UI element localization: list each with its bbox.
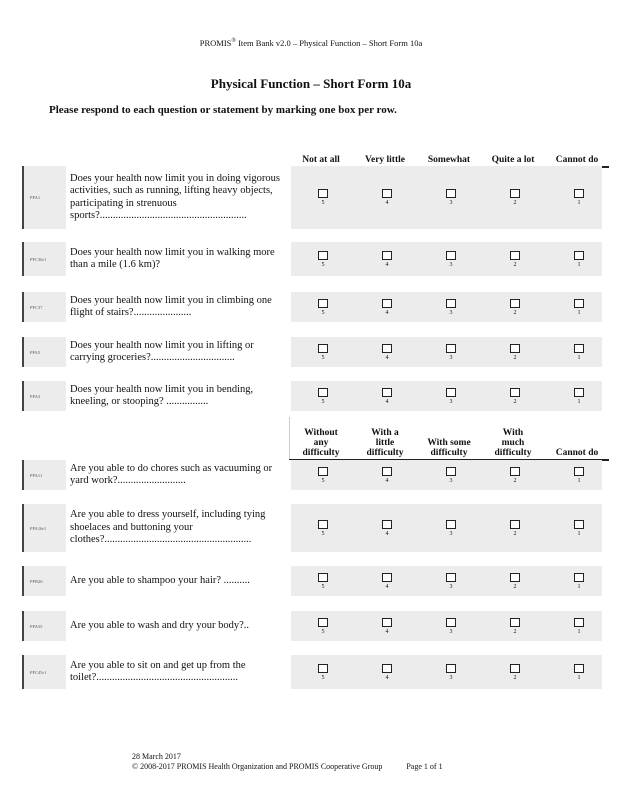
option-score: 2 xyxy=(513,200,517,206)
option-score: 5 xyxy=(321,628,325,635)
answer-options xyxy=(291,292,611,322)
answer-option[interactable] xyxy=(547,166,611,229)
answer-options xyxy=(291,242,611,276)
option-score: 4 xyxy=(385,354,389,361)
item-code: PFA5 xyxy=(24,337,66,367)
column-header-line: Not at all xyxy=(302,155,340,165)
checkbox[interactable] xyxy=(318,467,328,476)
option-score: 5 xyxy=(321,477,325,484)
question-text: Does your health now limit you in doing vigorous activities, such as running, lifting heavy objects, participating in strenuous sports?........................................................ xyxy=(66,166,291,229)
column-header xyxy=(545,419,609,461)
answer-option[interactable] xyxy=(419,460,483,490)
option-score: 5 xyxy=(321,200,325,206)
option-score: 2 xyxy=(513,354,517,361)
answer-options xyxy=(291,655,611,689)
option-score: 2 xyxy=(513,477,517,484)
checkbox[interactable] xyxy=(382,388,392,397)
option-score: 2 xyxy=(513,261,517,268)
answer-options xyxy=(291,166,611,229)
question-text: Does your health now limit you in lifting or carrying groceries?................................ xyxy=(66,337,291,367)
column-header-line: With a xyxy=(371,428,399,438)
option-score: 4 xyxy=(385,674,389,681)
section2-column-headers xyxy=(289,419,609,461)
answer-option[interactable] xyxy=(291,292,355,322)
option-score: 2 xyxy=(513,628,517,635)
checkbox[interactable] xyxy=(574,467,584,476)
column-header-line: any xyxy=(313,438,329,448)
answer-option[interactable] xyxy=(355,566,419,596)
checkbox[interactable] xyxy=(574,388,584,397)
column-header-line: Without xyxy=(304,428,338,438)
checkbox[interactable] xyxy=(510,251,520,260)
option-score: 3 xyxy=(449,261,453,268)
checkbox[interactable] xyxy=(446,573,456,582)
column-header-line: difficulty xyxy=(302,448,340,458)
checkbox[interactable] xyxy=(318,251,328,260)
option-score: 5 xyxy=(321,530,325,537)
option-score: 3 xyxy=(449,398,453,405)
answer-options xyxy=(291,611,611,641)
option-score: 4 xyxy=(385,628,389,635)
checkbox[interactable] xyxy=(510,388,520,397)
checkbox[interactable] xyxy=(382,299,392,308)
option-score: 1 xyxy=(577,583,581,590)
answer-option[interactable] xyxy=(419,292,483,322)
checkbox[interactable] xyxy=(510,520,520,529)
answer-option[interactable] xyxy=(355,166,419,229)
option-score: 4 xyxy=(385,200,389,206)
checkbox[interactable] xyxy=(510,467,520,476)
checkbox[interactable] xyxy=(510,189,520,198)
option-score: 3 xyxy=(449,200,453,206)
checkbox[interactable] xyxy=(446,618,456,627)
question-row xyxy=(22,166,602,229)
item-code: PFA55 xyxy=(24,611,66,641)
answer-option[interactable] xyxy=(483,166,547,229)
answer-option[interactable] xyxy=(355,460,419,490)
question-row xyxy=(22,292,602,322)
answer-option[interactable] xyxy=(483,504,547,552)
option-score: 1 xyxy=(577,309,581,316)
column-header-line: Quite a lot xyxy=(491,155,535,165)
option-score: 1 xyxy=(577,674,581,681)
checkbox[interactable] xyxy=(446,251,456,260)
checkbox[interactable] xyxy=(510,573,520,582)
checkbox[interactable] xyxy=(382,618,392,627)
checkbox[interactable] xyxy=(382,467,392,476)
column-header-line: Cannot do xyxy=(555,448,599,458)
option-score: 2 xyxy=(513,583,517,590)
answer-option[interactable] xyxy=(291,611,355,641)
option-score: 3 xyxy=(449,309,453,316)
question-text: Does your health now limit you in climbing one flight of stairs?...................... xyxy=(66,292,291,322)
column-header-line: much xyxy=(501,438,525,448)
option-score: 3 xyxy=(449,354,453,361)
header-brand: PROMIS xyxy=(199,38,232,48)
item-code: PFA16r1 xyxy=(24,504,66,552)
checkbox[interactable] xyxy=(510,664,520,673)
checkbox[interactable] xyxy=(574,618,584,627)
answer-option[interactable] xyxy=(483,337,547,367)
answer-option[interactable] xyxy=(547,381,611,411)
answer-option[interactable] xyxy=(419,337,483,367)
column-header-line: With xyxy=(502,428,524,438)
column-header xyxy=(289,419,353,461)
answer-option[interactable] xyxy=(291,166,355,229)
column-header-line: Cannot do xyxy=(555,155,599,165)
item-code: PFB26 xyxy=(24,566,66,596)
question-row xyxy=(22,242,602,276)
question-row xyxy=(22,337,602,367)
header-text: Item Bank v2.0 – Physical Function – Short Form 10a xyxy=(235,38,423,48)
option-score: 3 xyxy=(449,628,453,635)
column-header-line: difficulty xyxy=(494,448,532,458)
checkbox[interactable] xyxy=(318,299,328,308)
checkbox[interactable] xyxy=(382,573,392,582)
question-row xyxy=(22,611,602,641)
answer-options xyxy=(291,566,611,596)
answer-option[interactable] xyxy=(547,460,611,490)
item-code: PFC37 xyxy=(24,292,66,322)
checkbox[interactable] xyxy=(510,344,520,353)
checkbox[interactable] xyxy=(574,344,584,353)
footer-date: 28 March 2017 xyxy=(132,752,181,761)
question-text: Are you able to dress yourself, including tying shoelaces and buttoning your clothes?........................................................ xyxy=(66,504,291,552)
option-score: 4 xyxy=(385,583,389,590)
column-header-line: Somewhat xyxy=(427,155,471,165)
option-score: 2 xyxy=(513,398,517,405)
question-text: Are you able to wash and dry your body?.. xyxy=(66,611,291,641)
checkbox[interactable] xyxy=(574,520,584,529)
option-score: 2 xyxy=(513,674,517,681)
checkbox[interactable] xyxy=(318,664,328,673)
option-score: 4 xyxy=(385,398,389,405)
question-row xyxy=(22,460,602,490)
option-score: 1 xyxy=(577,530,581,537)
answer-option[interactable] xyxy=(291,381,355,411)
answer-option[interactable] xyxy=(547,292,611,322)
checkbox[interactable] xyxy=(446,388,456,397)
footer-copyright: © 2008-2017 PROMIS Health Organization and PROMIS Cooperative Group xyxy=(132,762,383,771)
question-row xyxy=(22,381,602,411)
answer-option[interactable] xyxy=(355,337,419,367)
checkbox[interactable] xyxy=(446,664,456,673)
blank-cell xyxy=(22,417,290,460)
option-score: 4 xyxy=(385,309,389,316)
answer-option[interactable] xyxy=(483,292,547,322)
checkbox[interactable] xyxy=(510,299,520,308)
option-score: 3 xyxy=(449,477,453,484)
footer-page-number: Page 1 of 1 xyxy=(406,762,443,771)
answer-option[interactable] xyxy=(419,504,483,552)
question-text: Are you able to do chores such as vacuuming or yard work?.......................... xyxy=(66,460,291,490)
column-header-line: Very little xyxy=(364,155,405,165)
item-code: PFC45r1 xyxy=(24,655,66,689)
checkbox[interactable] xyxy=(382,251,392,260)
question-text: Are you able to sit on and get up from the toilet?...................................................... xyxy=(66,655,291,689)
checkbox[interactable] xyxy=(318,520,328,529)
item-code: PFC36r1 xyxy=(24,242,66,276)
column-header xyxy=(417,419,481,461)
footer xyxy=(132,752,443,772)
item-code: PFA11 xyxy=(24,460,66,490)
option-score: 5 xyxy=(321,354,325,361)
instructions: Please respond to each question or statement by marking one box per row. xyxy=(49,104,397,116)
option-score: 3 xyxy=(449,583,453,590)
item-code: PFA3 xyxy=(24,381,66,411)
option-score: 3 xyxy=(449,674,453,681)
option-score: 5 xyxy=(321,309,325,316)
checkbox[interactable] xyxy=(382,664,392,673)
registered-mark: ® xyxy=(231,38,236,45)
checkbox[interactable] xyxy=(446,189,456,198)
answer-option[interactable] xyxy=(291,504,355,552)
answer-option[interactable] xyxy=(547,566,611,596)
answer-option[interactable] xyxy=(355,381,419,411)
checkbox[interactable] xyxy=(574,664,584,673)
option-score: 1 xyxy=(577,261,581,268)
answer-option[interactable] xyxy=(291,655,355,689)
checkbox[interactable] xyxy=(574,251,584,260)
column-header-line: little xyxy=(375,438,395,448)
checkbox[interactable] xyxy=(318,388,328,397)
answer-option[interactable] xyxy=(419,566,483,596)
item-code: PFA1 xyxy=(24,166,66,229)
answer-options xyxy=(291,337,611,367)
checkbox[interactable] xyxy=(318,618,328,627)
document-header xyxy=(0,38,622,48)
answer-option[interactable] xyxy=(291,566,355,596)
answer-options xyxy=(291,504,611,552)
checkbox[interactable] xyxy=(446,520,456,529)
column-header xyxy=(481,419,545,461)
checkbox[interactable] xyxy=(574,299,584,308)
answer-option[interactable] xyxy=(355,611,419,641)
option-score: 1 xyxy=(577,200,581,206)
answer-option[interactable] xyxy=(547,504,611,552)
question-row xyxy=(22,504,602,552)
column-header-line: difficulty xyxy=(366,448,404,458)
option-score: 4 xyxy=(385,530,389,537)
option-score: 4 xyxy=(385,261,389,268)
answer-option[interactable] xyxy=(419,381,483,411)
question-text: Does your health now limit you in bending, kneeling, or stooping? ................ xyxy=(66,381,291,411)
checkbox[interactable] xyxy=(446,299,456,308)
answer-option[interactable] xyxy=(547,655,611,689)
checkbox[interactable] xyxy=(318,344,328,353)
checkbox[interactable] xyxy=(510,618,520,627)
column-header-line: With some xyxy=(427,438,471,448)
checkbox[interactable] xyxy=(318,189,328,198)
answer-option[interactable] xyxy=(483,242,547,276)
column-header-line: difficulty xyxy=(430,448,468,458)
option-score: 3 xyxy=(449,530,453,537)
question-row xyxy=(22,566,602,596)
answer-option[interactable] xyxy=(483,655,547,689)
answer-option[interactable] xyxy=(419,242,483,276)
answer-option[interactable] xyxy=(547,337,611,367)
answer-options xyxy=(291,460,611,490)
checkbox[interactable] xyxy=(382,520,392,529)
option-score: 1 xyxy=(577,398,581,405)
option-score: 5 xyxy=(321,674,325,681)
option-score: 5 xyxy=(321,398,325,405)
answer-option[interactable] xyxy=(419,166,483,229)
answer-option[interactable] xyxy=(547,242,611,276)
answer-option[interactable] xyxy=(355,242,419,276)
checkbox[interactable] xyxy=(382,344,392,353)
answer-option[interactable] xyxy=(291,242,355,276)
form-title: Physical Function – Short Form 10a xyxy=(210,76,412,91)
checkbox[interactable] xyxy=(318,573,328,582)
checkbox[interactable] xyxy=(446,344,456,353)
answer-option[interactable] xyxy=(355,504,419,552)
answer-option[interactable] xyxy=(547,611,611,641)
answer-option[interactable] xyxy=(483,611,547,641)
checkbox[interactable] xyxy=(574,189,584,198)
option-score: 4 xyxy=(385,477,389,484)
option-score: 1 xyxy=(577,628,581,635)
checkbox[interactable] xyxy=(446,467,456,476)
column-header xyxy=(353,419,417,461)
option-score: 1 xyxy=(577,477,581,484)
answer-options xyxy=(291,381,611,411)
option-score: 1 xyxy=(577,354,581,361)
checkbox[interactable] xyxy=(382,189,392,198)
answer-option[interactable] xyxy=(291,460,355,490)
option-score: 5 xyxy=(321,261,325,268)
answer-option[interactable] xyxy=(483,566,547,596)
answer-option[interactable] xyxy=(483,460,547,490)
answer-option[interactable] xyxy=(419,611,483,641)
option-score: 2 xyxy=(513,530,517,537)
question-text: Does your health now limit you in walking more than a mile (1.6 km)? xyxy=(66,242,291,276)
answer-option[interactable] xyxy=(483,381,547,411)
option-score: 2 xyxy=(513,309,517,316)
answer-option[interactable] xyxy=(355,655,419,689)
question-row xyxy=(22,655,602,689)
option-score: 5 xyxy=(321,583,325,590)
answer-option[interactable] xyxy=(291,337,355,367)
checkbox[interactable] xyxy=(574,573,584,582)
answer-option[interactable] xyxy=(355,292,419,322)
question-text: Are you able to shampoo your hair? .......... xyxy=(66,566,291,596)
answer-option[interactable] xyxy=(419,655,483,689)
